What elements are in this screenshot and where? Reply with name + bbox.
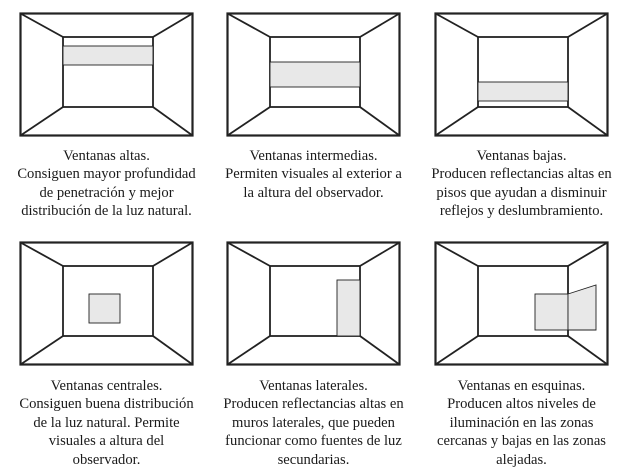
caption-title: Ventanas en esquinas. xyxy=(457,378,586,394)
window xyxy=(478,82,568,101)
caption-line: pisos que ayudan a disminuir xyxy=(436,184,607,201)
caption-line: visuales a altura del xyxy=(48,433,165,450)
window xyxy=(89,294,120,323)
low-window-caption xyxy=(419,147,624,221)
window xyxy=(535,294,568,330)
room-perspective-drawing xyxy=(434,241,609,366)
window xyxy=(337,280,360,336)
caption-line: secundarias. xyxy=(277,451,350,468)
caption-title: Ventanas laterales. xyxy=(259,378,368,394)
caption-line: observador. xyxy=(72,451,141,468)
caption-title: Ventanas intermedias. xyxy=(249,148,378,164)
caption-line: de penetración y mejor xyxy=(39,184,174,201)
high-window-room-diagram xyxy=(19,12,194,137)
window xyxy=(270,62,360,87)
room-perspective-drawing xyxy=(226,12,401,137)
caption-line: Consiguen mayor profundidad xyxy=(17,166,196,183)
room-perspective-drawing xyxy=(434,12,609,137)
intermediate-window-caption xyxy=(211,147,416,202)
intermediate-window-room-diagram xyxy=(226,12,401,137)
caption-line: Permiten visuales al exterior a xyxy=(225,166,402,183)
caption-line: reflejos y deslumbramiento. xyxy=(439,203,604,220)
caption-line: iluminación en las zonas xyxy=(449,414,594,431)
low-window-room-diagram xyxy=(434,12,609,137)
caption-line: Consiguen buena distribución xyxy=(19,396,194,413)
corner-window-room-diagram xyxy=(434,241,609,366)
room-perspective-drawing xyxy=(19,12,194,137)
caption-line: distribución de la luz natural. xyxy=(21,203,192,220)
central-window-caption xyxy=(4,377,209,469)
lateral-window-caption xyxy=(211,377,416,469)
room-perspective-drawing xyxy=(19,241,194,366)
caption-title: Ventanas centrales. xyxy=(50,378,163,394)
caption-line: alejadas. xyxy=(496,451,547,468)
window xyxy=(63,46,153,65)
caption-line: de la luz natural. Permite xyxy=(33,414,180,431)
corner-window-caption xyxy=(419,377,624,469)
caption-title: Ventanas bajas. xyxy=(476,148,567,164)
caption-title: Ventanas altas. xyxy=(63,148,150,164)
lateral-window-room-diagram xyxy=(226,241,401,366)
caption-line: funcionar como fuentes de luz xyxy=(225,433,402,450)
caption-line: la altura del observador. xyxy=(243,184,384,201)
caption-line: Producen reflectancias altas en xyxy=(223,396,404,413)
caption-line: Producen reflectancias altas en xyxy=(431,166,612,183)
caption-line: cercanas y bajas en las zonas xyxy=(437,433,606,450)
central-window-room-diagram xyxy=(19,241,194,366)
caption-line: muros laterales, que pueden xyxy=(232,414,395,431)
room-perspective-drawing xyxy=(226,241,401,366)
caption-line: Producen altos niveles de xyxy=(447,396,596,413)
high-window-caption xyxy=(4,147,209,221)
